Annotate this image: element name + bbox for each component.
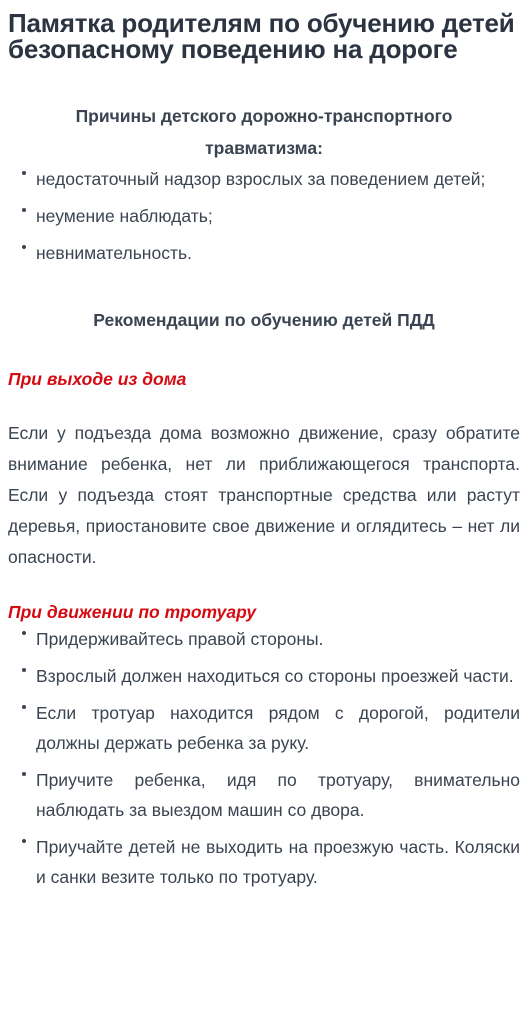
causes-heading: Причины детского дорожно-транспортного травматизма:	[75, 106, 453, 158]
causes-list	[8, 164, 520, 268]
sidewalk-heading: При движении по тротуару	[8, 602, 257, 622]
list-item: Взрослый должен находиться со стороны проезжей части.	[36, 661, 520, 691]
list-item: Приучите ребенка, идя по тротуару, внимательно наблюдать за выездом машин со двора.	[36, 765, 520, 825]
leaving-home-heading: При выходе из дома	[8, 369, 187, 389]
recommendations-heading: Рекомендации по обучению детей ПДД	[93, 310, 435, 330]
list-item: Приучайте детей не выходить на проезжую часть. Коляски и санки везите только по тротуару.	[36, 832, 520, 892]
list-item: Придерживайтесь правой стороны.	[36, 624, 520, 654]
page-title	[8, 10, 520, 62]
list-item: Если тротуар находится рядом с дорогой, родители должны держать ребенка за руку.	[36, 698, 520, 758]
page-title-line-2: безопасному поведению на дороге	[8, 34, 458, 64]
sidewalk-list	[8, 624, 520, 892]
memo-page	[0, 10, 532, 1016]
list-item: недостаточный надзор взрослых за поведением детей;	[36, 164, 520, 194]
leaving-home-paragraph: Если у подъезда дома возможно движение, сразу обратите внимание ребенка, нет ли приближающегося транспорта. Если у подъезда стоят транспортные средства или растут деревья, приостановите свое движение и оглядитесь – нет ли опасности.	[8, 423, 520, 567]
page-title-line-1: Памятка родителям по обучению детей	[8, 8, 515, 38]
list-item: невнимательность.	[36, 238, 520, 268]
list-item: неумение наблюдать;	[36, 201, 520, 231]
